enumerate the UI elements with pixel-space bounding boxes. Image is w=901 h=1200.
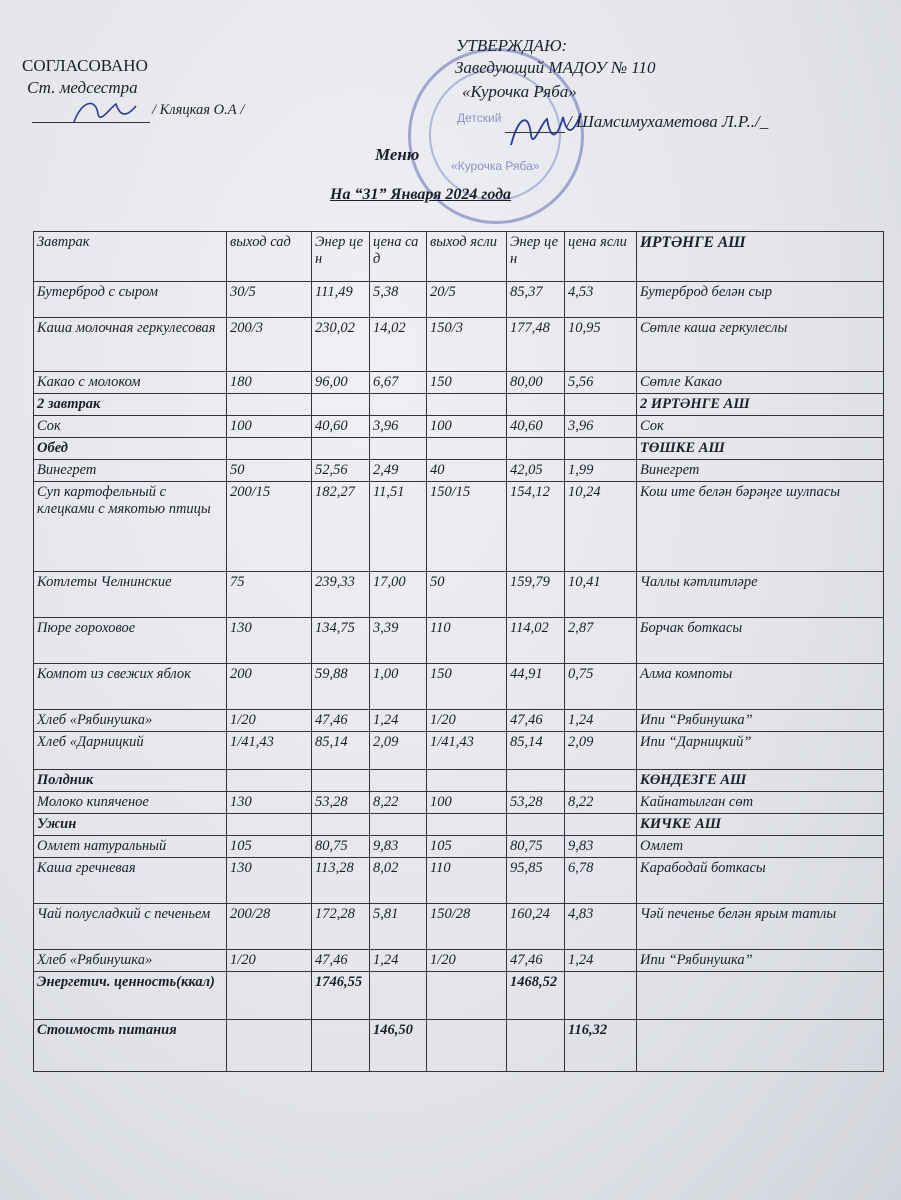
table-row (34, 482, 884, 572)
header-yield-nursery: выход ясли (427, 232, 507, 282)
energy-nursery (507, 814, 565, 836)
tatar-name: КӨНДЕЗГЕ АШ (637, 770, 884, 792)
yield-nursery (427, 1020, 507, 1072)
energy-garden: 111,49 (312, 282, 370, 318)
dish-name: Суп картофельный с клецками с мякотью птицы (34, 482, 227, 572)
yield-garden (227, 394, 312, 416)
table-row (34, 318, 884, 372)
yield-nursery: 150 (427, 372, 507, 394)
yield-garden: 200/15 (227, 482, 312, 572)
energy-nursery: 85,14 (507, 732, 565, 770)
yield-nursery (427, 394, 507, 416)
price-garden: 9,83 (370, 836, 427, 858)
yield-nursery: 150/3 (427, 318, 507, 372)
yield-garden (227, 770, 312, 792)
energy-garden: 182,27 (312, 482, 370, 572)
header-yield-garden: выход сад (227, 232, 312, 282)
yield-garden: 200/28 (227, 904, 312, 950)
price-garden: 2,49 (370, 460, 427, 482)
dish-name: Чай полусладкий с печеньем (34, 904, 227, 950)
price-nursery (565, 394, 637, 416)
dish-name: Компот из свежих яблок (34, 664, 227, 710)
energy-nursery: 159,79 (507, 572, 565, 618)
yield-garden: 30/5 (227, 282, 312, 318)
yield-garden (227, 1020, 312, 1072)
yield-nursery (427, 972, 507, 1020)
energy-nursery: 44,91 (507, 664, 565, 710)
stamp-text-2: «Курочка Ряба» (451, 159, 540, 173)
menu-title: Меню (375, 145, 420, 164)
energy-garden: 1746,55 (312, 972, 370, 1020)
yield-nursery: 110 (427, 618, 507, 664)
table-row (34, 836, 884, 858)
tatar-name (637, 1020, 884, 1072)
tatar-name (637, 972, 884, 1020)
price-nursery (565, 814, 637, 836)
yield-garden (227, 438, 312, 460)
yield-nursery: 1/20 (427, 950, 507, 972)
dish-name: Бутерброд с сыром (34, 282, 227, 318)
tatar-name: Ипи “Рябинушка” (637, 710, 884, 732)
price-garden (370, 438, 427, 460)
tatar-name: Сөтле каша геркулеслы (637, 318, 884, 372)
energy-garden: 52,56 (312, 460, 370, 482)
nurse-label: Ст. медсестра (27, 78, 138, 97)
price-garden: 146,50 (370, 1020, 427, 1072)
price-garden: 5,38 (370, 282, 427, 318)
price-garden (370, 394, 427, 416)
table-row (34, 282, 884, 318)
energy-garden: 96,00 (312, 372, 370, 394)
price-garden: 1,00 (370, 664, 427, 710)
price-garden: 3,39 (370, 618, 427, 664)
yield-nursery (427, 770, 507, 792)
price-garden: 8,22 (370, 792, 427, 814)
price-nursery (565, 438, 637, 460)
tatar-name: Винегрет (637, 460, 884, 482)
header-price-nursery: цена ясли (565, 232, 637, 282)
energy-nursery: 47,46 (507, 950, 565, 972)
price-garden (370, 814, 427, 836)
tatar-name: 2 ИРТӘНГЕ АШ (637, 394, 884, 416)
head-name: / Шамсимухаметова Л.Р../_ (567, 112, 769, 131)
yield-garden: 130 (227, 858, 312, 904)
price-nursery: 2,09 (565, 732, 637, 770)
kindergarten-name: «Курочка Ряба» (462, 82, 577, 101)
yield-garden: 105 (227, 836, 312, 858)
yield-garden: 180 (227, 372, 312, 394)
dish-name: Полдник (34, 770, 227, 792)
energy-nursery (507, 770, 565, 792)
tatar-name: Карабодай боткасы (637, 858, 884, 904)
dish-name: Котлеты Челнинские (34, 572, 227, 618)
tatar-name: Сөтле Какао (637, 372, 884, 394)
energy-garden: 172,28 (312, 904, 370, 950)
yield-nursery: 110 (427, 858, 507, 904)
menu-date: На “31” Января 2024 года (330, 186, 512, 203)
energy-garden: 113,28 (312, 858, 370, 904)
price-nursery: 116,32 (565, 1020, 637, 1072)
yield-nursery: 100 (427, 792, 507, 814)
energy-garden (312, 770, 370, 792)
price-garden: 1,24 (370, 950, 427, 972)
yield-nursery: 105 (427, 836, 507, 858)
energy-nursery: 40,60 (507, 416, 565, 438)
dish-name: Ужин (34, 814, 227, 836)
tatar-name: Чәй печенье белән ярым татлы (637, 904, 884, 950)
tatar-name: Ипи “Дарницкий” (637, 732, 884, 770)
yield-garden: 130 (227, 792, 312, 814)
yield-garden: 130 (227, 618, 312, 664)
price-nursery: 1,24 (565, 710, 637, 732)
yield-garden: 100 (227, 416, 312, 438)
dish-name: Какао с молоком (34, 372, 227, 394)
yield-nursery: 50 (427, 572, 507, 618)
dish-name: Хлеб «Дарницкий (34, 732, 227, 770)
price-nursery: 10,95 (565, 318, 637, 372)
dish-name: Хлеб «Рябинушка» (34, 950, 227, 972)
price-nursery: 8,22 (565, 792, 637, 814)
table-row (34, 858, 884, 904)
yield-garden: 1/20 (227, 710, 312, 732)
dish-name: Винегрет (34, 460, 227, 482)
tatar-name: Алма компоты (637, 664, 884, 710)
energy-garden: 53,28 (312, 792, 370, 814)
yield-garden (227, 814, 312, 836)
yield-garden: 50 (227, 460, 312, 482)
price-garden: 14,02 (370, 318, 427, 372)
price-nursery: 2,87 (565, 618, 637, 664)
energy-nursery: 80,00 (507, 372, 565, 394)
approve-label: УТВЕРЖДАЮ: (456, 36, 568, 55)
table-row (34, 664, 884, 710)
price-garden (370, 770, 427, 792)
energy-garden: 40,60 (312, 416, 370, 438)
header-energy-garden: Энер цен (312, 232, 370, 282)
yield-nursery (427, 438, 507, 460)
tatar-name: ТӨШКЕ АШ (637, 438, 884, 460)
energy-nursery: 154,12 (507, 482, 565, 572)
menu-table (33, 231, 884, 1072)
dish-name: Молоко кипяченое (34, 792, 227, 814)
table-row (34, 814, 884, 836)
dish-name: Пюре гороховое (34, 618, 227, 664)
table-header-row (34, 232, 884, 282)
energy-garden: 80,75 (312, 836, 370, 858)
energy-nursery: 53,28 (507, 792, 565, 814)
table-row (34, 710, 884, 732)
table-row (34, 904, 884, 950)
tatar-name: Бутерброд белән сыр (637, 282, 884, 318)
table-row (34, 572, 884, 618)
price-nursery: 10,41 (565, 572, 637, 618)
yield-garden: 1/20 (227, 950, 312, 972)
head-signature-line (505, 132, 565, 133)
tatar-name: Борчак боткасы (637, 618, 884, 664)
price-garden: 3,96 (370, 416, 427, 438)
nurse-signature (70, 94, 140, 128)
header-tatar-name: ИРТӘНГЕ АШ (637, 232, 884, 282)
agreed-label: СОГЛАСОВАНО (22, 56, 148, 75)
energy-nursery: 160,24 (507, 904, 565, 950)
price-garden: 11,51 (370, 482, 427, 572)
yield-garden: 200 (227, 664, 312, 710)
tatar-name: Кайнатылган сөт (637, 792, 884, 814)
head-title: Заведующий МАДОУ № 110 (455, 58, 656, 77)
tatar-name: Ипи “Рябинушка” (637, 950, 884, 972)
energy-garden: 47,46 (312, 710, 370, 732)
energy-garden (312, 438, 370, 460)
price-nursery: 4,53 (565, 282, 637, 318)
price-nursery: 6,78 (565, 858, 637, 904)
tatar-name: КИЧКЕ АШ (637, 814, 884, 836)
price-nursery: 3,96 (565, 416, 637, 438)
yield-nursery: 150/15 (427, 482, 507, 572)
dish-name: Хлеб «Рябинушка» (34, 710, 227, 732)
price-nursery: 1,99 (565, 460, 637, 482)
yield-garden: 75 (227, 572, 312, 618)
price-nursery: 1,24 (565, 950, 637, 972)
energy-nursery: 95,85 (507, 858, 565, 904)
energy-garden: 134,75 (312, 618, 370, 664)
table-row (34, 1020, 884, 1072)
yield-nursery (427, 814, 507, 836)
yield-garden: 200/3 (227, 318, 312, 372)
yield-garden (227, 972, 312, 1020)
table-row (34, 394, 884, 416)
dish-name: Стоимость питания (34, 1020, 227, 1072)
energy-garden: 239,33 (312, 572, 370, 618)
price-nursery: 9,83 (565, 836, 637, 858)
dish-name: Энергетич. ценность(ккал) (34, 972, 227, 1020)
price-nursery: 0,75 (565, 664, 637, 710)
price-garden: 5,81 (370, 904, 427, 950)
energy-nursery: 177,48 (507, 318, 565, 372)
energy-nursery: 80,75 (507, 836, 565, 858)
tatar-name: Сок (637, 416, 884, 438)
energy-garden: 230,02 (312, 318, 370, 372)
price-garden: 6,67 (370, 372, 427, 394)
price-nursery: 5,56 (565, 372, 637, 394)
price-garden: 17,00 (370, 572, 427, 618)
price-garden: 8,02 (370, 858, 427, 904)
yield-nursery: 150 (427, 664, 507, 710)
yield-garden: 1/41,43 (227, 732, 312, 770)
table-row (34, 792, 884, 814)
energy-nursery (507, 438, 565, 460)
dish-name: Сок (34, 416, 227, 438)
energy-nursery: 114,02 (507, 618, 565, 664)
energy-garden: 47,46 (312, 950, 370, 972)
energy-garden (312, 1020, 370, 1072)
header-price-garden: цена сад (370, 232, 427, 282)
energy-garden: 85,14 (312, 732, 370, 770)
price-garden: 2,09 (370, 732, 427, 770)
energy-nursery: 47,46 (507, 710, 565, 732)
price-garden (370, 972, 427, 1020)
energy-nursery: 85,37 (507, 282, 565, 318)
energy-nursery (507, 394, 565, 416)
header-energy-nursery: Энер цен (507, 232, 565, 282)
dish-name: Каша молочная геркулесовая (34, 318, 227, 372)
table-row (34, 770, 884, 792)
energy-garden: 59,88 (312, 664, 370, 710)
tatar-name: Кош ите белән бәрәңге шулпасы (637, 482, 884, 572)
table-row (34, 438, 884, 460)
yield-nursery: 150/28 (427, 904, 507, 950)
energy-nursery: 42,05 (507, 460, 565, 482)
dish-name: 2 завтрак (34, 394, 227, 416)
nurse-name: / Кляцкая О.А / (152, 102, 245, 118)
table-row (34, 618, 884, 664)
dish-name: Обед (34, 438, 227, 460)
table-row (34, 972, 884, 1020)
table-row (34, 372, 884, 394)
energy-nursery: 1468,52 (507, 972, 565, 1020)
table-row (34, 950, 884, 972)
dish-name: Каша гречневая (34, 858, 227, 904)
stamp-text-1: Детский (457, 111, 502, 125)
header-dish-name: Завтрак (34, 232, 227, 282)
energy-nursery (507, 1020, 565, 1072)
price-nursery: 4,83 (565, 904, 637, 950)
yield-nursery: 20/5 (427, 282, 507, 318)
price-garden: 1,24 (370, 710, 427, 732)
table-row (34, 732, 884, 770)
energy-garden (312, 394, 370, 416)
yield-nursery: 1/41,43 (427, 732, 507, 770)
yield-nursery: 40 (427, 460, 507, 482)
price-nursery (565, 972, 637, 1020)
dish-name: Омлет натуральный (34, 836, 227, 858)
table-row (34, 460, 884, 482)
yield-nursery: 1/20 (427, 710, 507, 732)
tatar-name: Чаллы кәтлитләре (637, 572, 884, 618)
energy-garden (312, 814, 370, 836)
price-nursery: 10,24 (565, 482, 637, 572)
yield-nursery: 100 (427, 416, 507, 438)
price-nursery (565, 770, 637, 792)
table-row (34, 416, 884, 438)
tatar-name: Омлет (637, 836, 884, 858)
